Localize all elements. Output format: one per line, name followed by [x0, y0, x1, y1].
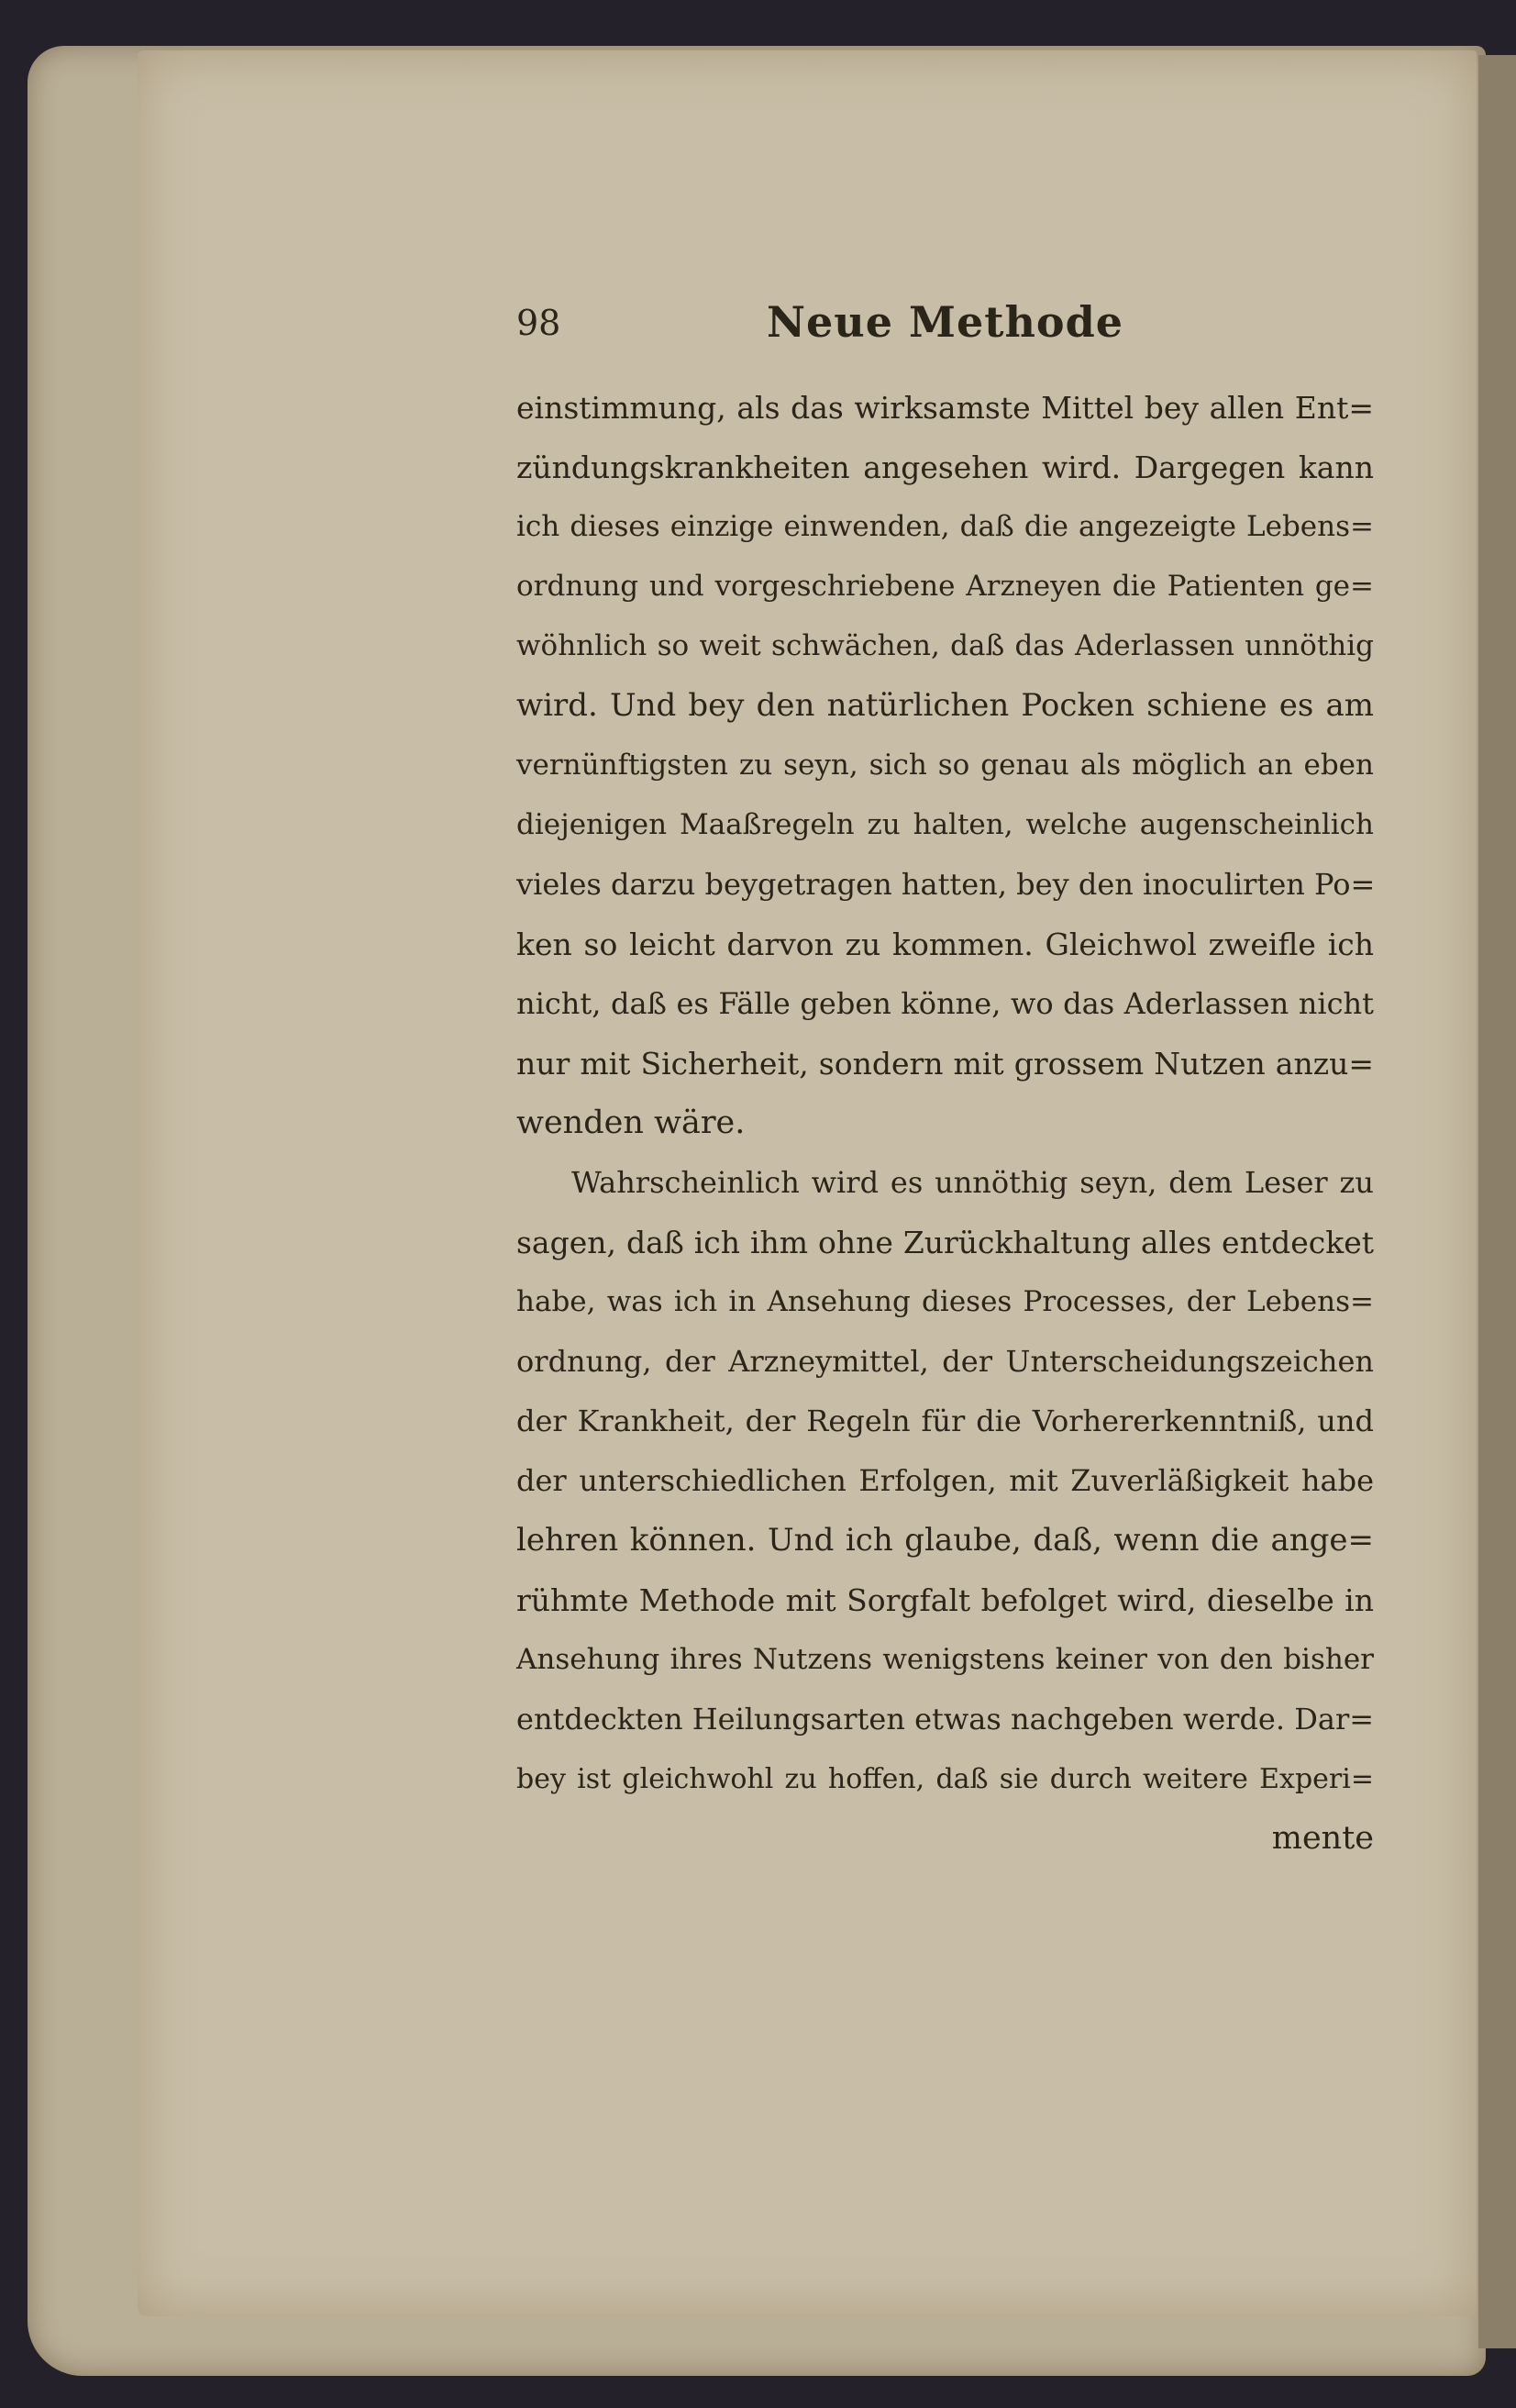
text-line: der unterschiedlichen Erfolgen, mit Zuverläßigkeit habe: [516, 1463, 1374, 1498]
text-line: nicht, daß es Fälle geben könne, wo das Aderlassen nicht: [516, 986, 1374, 1021]
text-line: sagen, daß ich ihm ohne Zurückhaltung alles entdecket: [516, 1225, 1374, 1260]
paragraph-first-line: Wahrscheinlich wird es unnöthig seyn, dem Leser zu: [571, 1165, 1374, 1200]
catchword: mente: [1271, 1820, 1374, 1857]
text-line: zündungskrankheiten angesehen wird. Dargegen kann: [516, 449, 1374, 485]
text-line: ken so leicht darvon zu kommen. Gleichwol zweifle ich: [516, 927, 1374, 962]
text-line: rühmte Methode mit Sorgfalt befolget wird, dieselbe in: [516, 1582, 1374, 1618]
text-line: entdeckten Heilungsarten etwas nachgeben werde. Dar=: [516, 1702, 1375, 1737]
text-line: ich dieses einzige einwenden, daß die angezeigte Lebens=: [516, 510, 1374, 543]
text-line: vieles darzu beygetragen hatten, bey den inoculirten Po=: [516, 867, 1376, 902]
text-line: einstimmung, als das wirksamste Mittel bey allen Ent=: [516, 390, 1374, 426]
text-line: lehren können. Und ich glaube, daß, wenn die ange=: [516, 1522, 1374, 1559]
text-line: vernünftigsten zu seyn, sich so genau als möglich an eben: [516, 749, 1374, 782]
page-header: [516, 294, 1374, 367]
text-line: ordnung, der Arzneymittel, der Unterscheidungszeichen: [516, 1344, 1374, 1379]
page-number: 98: [516, 303, 561, 343]
text-line: wird. Und bey den natürlichen Pocken schiene es am: [516, 687, 1374, 724]
running-head: Neue Methode: [766, 297, 1124, 347]
paragraph-end-line: wenden wäre.: [516, 1104, 746, 1141]
text-line: habe, was ich in Ansehung dieses Processes, der Lebens=: [516, 1285, 1374, 1318]
text-line: der Krankheit, der Regeln für die Vorhererkenntniß, und: [516, 1404, 1374, 1438]
text-line: ordnung und vorgeschriebene Arzneyen die Patienten ge=: [516, 570, 1374, 603]
text-line: nur mit Sicherheit, sondern mit grossem Nutzen anzu=: [516, 1046, 1374, 1082]
adjacent-page-edge: [1478, 55, 1516, 2348]
text-line: diejenigen Maaßregeln zu halten, welche augenscheinlich: [516, 808, 1374, 841]
body-text: [516, 378, 1374, 1869]
text-line: bey ist gleichwohl zu hoffen, daß sie durch weitere Experi=: [516, 1763, 1374, 1795]
text-line: wöhnlich so weit schwächen, daß das Aderlassen unnöthig: [516, 629, 1374, 662]
text-line: Ansehung ihres Nutzens wenigstens keiner von den bisher: [516, 1643, 1374, 1676]
